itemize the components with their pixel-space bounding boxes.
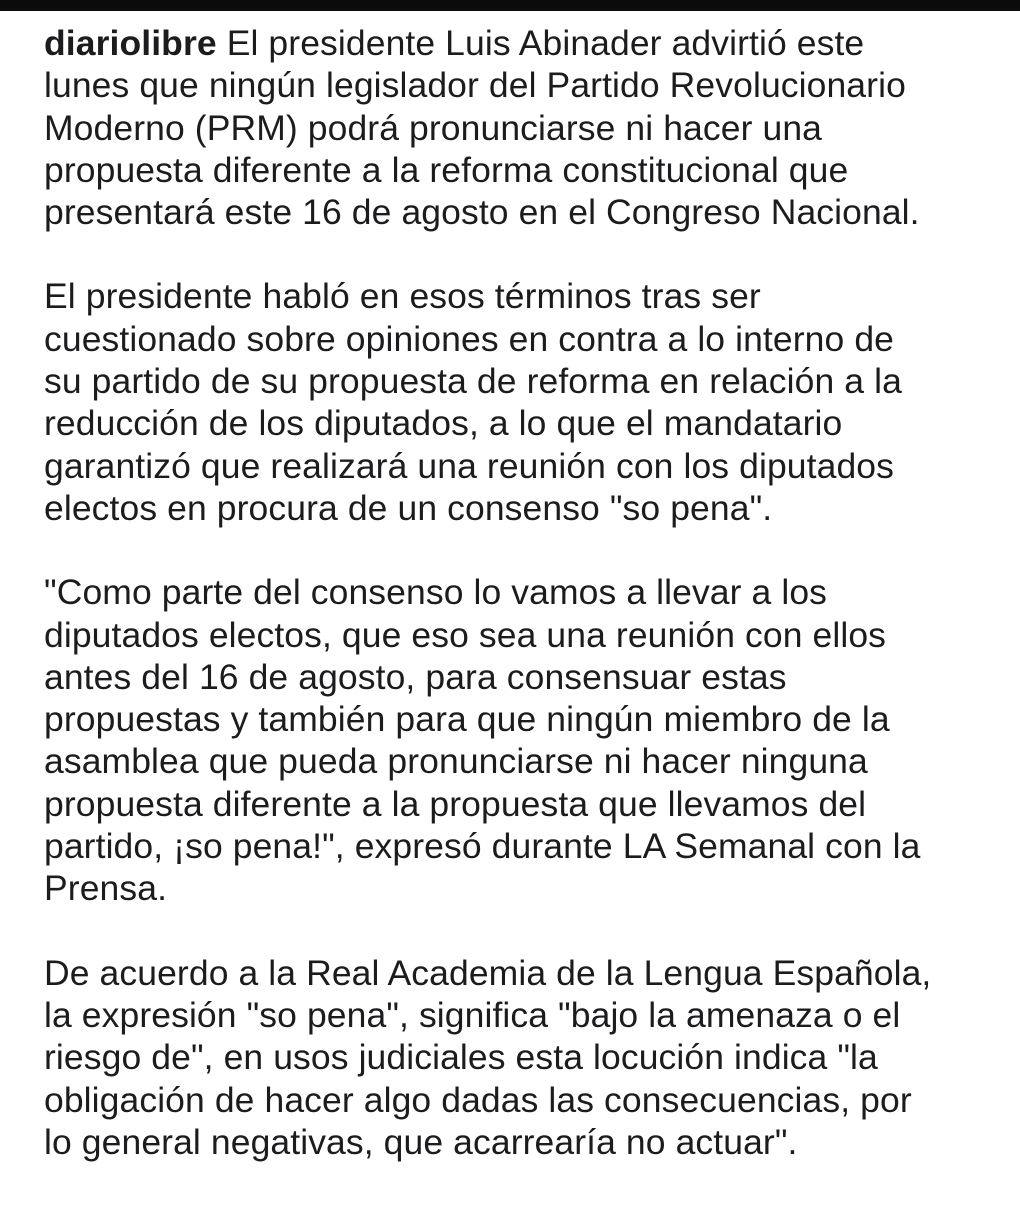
caption-paragraph-3: "Como parte del consenso lo vamos a llevar a los diputados electos, que eso sea una reunión con ellos antes del 16 de agosto, para consensuar estas propuestas y también para que ningún miembro de la asamblea que pueda pronunciarse ni hacer ninguna propuesta diferente a la propuesta que llevamos del partido, ¡so pena!", expresó durante LA Semanal con la Prensa. (44, 572, 921, 909)
caption-paragraph-2: El presidente habló en esos términos tras ser cuestionado sobre opiniones en contra a lo interno de su partido de su propuesta de reforma en relación a la reducción de los diputados, a lo que el mandatario garantizó que realizará una reunión con los diputados electos en procura de un consenso "so pena". (44, 276, 902, 528)
caption-paragraph-4: De acuerdo a la Real Academia de la Lengua Española, la expresión "so pena", significa "bajo la amenaza o el riesgo de", en usos judiciales esta locución indica "la obligación de hacer algo dadas las consecuencias, por lo general negativas, que acarrearía no actuar". (44, 952, 932, 1162)
top-edge-bar (0, 0, 1020, 11)
caption-text: El presidente Luis Abinader advirtió este lunes que ningún legislador del Partido Revolucionario Moderno (PRM) podrá pronunciarse ni hacer una propuesta diferente a la reforma constitucional que presentará este 16 de agosto en el Congreso Nacional. (44, 23, 920, 233)
post-caption (44, 22, 992, 1205)
username-link[interactable]: diariolibre (44, 23, 217, 63)
caption-paragraph-1 (44, 22, 992, 233)
